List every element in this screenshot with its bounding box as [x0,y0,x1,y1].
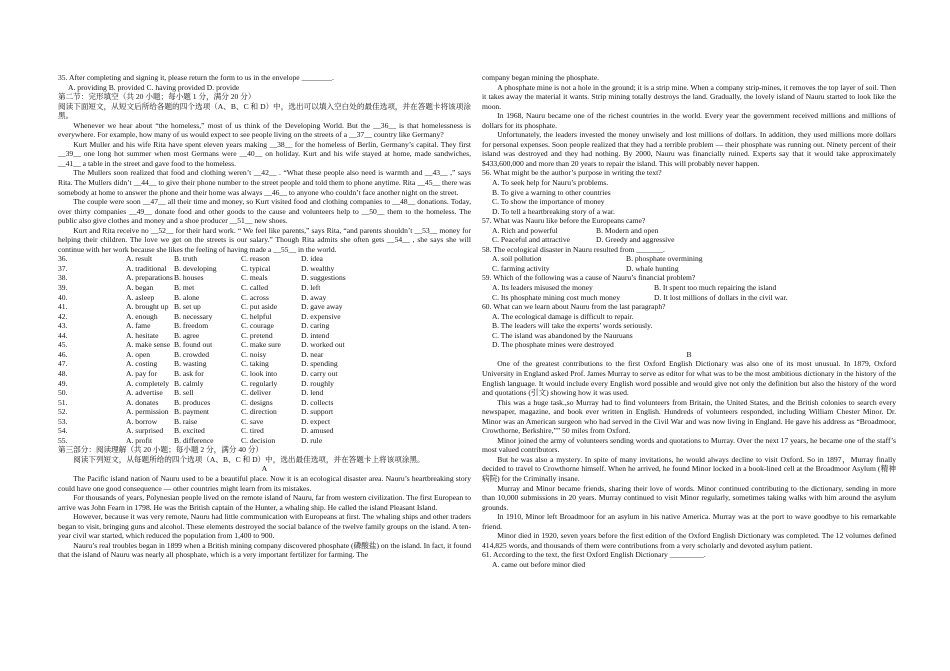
answer-option: B. wasting [174,359,207,369]
answer-option: C. noisy [241,349,267,359]
question-number: 39. [58,283,68,293]
passage-a-continued: company began mining the phosphate. [482,73,600,82]
section-2-instructions: 阅读下面短文，从短文后所给各题的四个选项（A、B、C 和 D）中，选出可以填入空白处的最佳选项，并在答题卡将该项涂黑。 [58,101,471,121]
question-number: 45. [58,340,68,350]
answer-option: C. helpful [241,311,272,321]
answer-option: C. designs [241,397,273,407]
section-2-title: 第二节：完形填空（共 20 小题；每小题 1 分，满分 20 分） [58,92,256,102]
cloze-option-row [58,398,471,408]
cloze-option-row [58,417,471,427]
answer-option: B. difference [174,435,214,445]
answer-option: D. suggestions [301,273,346,283]
answer-option: C. deliver [241,388,271,398]
question-58-option: C. farming activity [492,263,550,273]
cloze-option-row [58,426,471,436]
passage-a-paragraph: Unfortunately, the leaders invested the money unwisely and lost millions of dollars. In addition, they used millions more dollars for personal expenses. Soon people realized that they had a terrible problem — their phosphate was running out. Ninety percent of their island was destroyed and they had nothing. By 2000, Nauru was financially ruined. Experts say that it would take approximately $433,600,000 and more than 20 years to repair the island. This will probably never happen. [482,130,896,168]
answer-option: A. profit [126,435,153,445]
cloze-option-row [58,407,471,417]
cloze-option-row [58,350,471,360]
answer-option: A. result [126,254,153,264]
question-number: 40. [58,292,68,302]
answer-option: C. put aside [241,302,278,312]
answer-option: B. necessary [174,311,213,321]
left-column [58,73,471,560]
answer-option: C. direction [241,407,277,417]
answer-option: A. advertise [126,388,163,398]
passage-a-paragraph: However, because it was very remote, Nauru had little communication with Europeans at first. The whaling ships and other traders began to visit, bringing guns and alcohol. These elements destroyed the social balance of the twelve family groups on the island. A ten-year civil war started, which reduced the population from 1,400 to 900. [58,512,471,541]
passage-b-paragraph: This was a huge task.,so Murray had to find volunteers from Britain, the United States, and the British colonies to search every newspaper, magazine, and book ever written in English. Hundreds of volunteers responded, including William Chester Minor. Dr. Minor was an American surgeon who had served in the Civil War and was now living in England. He gave his address as “Broadmoor, Crowthorne, Berkshire,”” 50 miles from Oxford. [482,397,896,436]
answer-option: C. regularly [241,378,278,388]
question-61-option: A. came out before minor died [492,559,586,569]
answer-option: B. crowded [174,349,210,359]
cloze-paragraph: Kurt Muller and his wife Rita have spent eleven years making __38__ for the homeless of Berlin, Germany’s capital. They first __39__ one long hot summer when most Germans were __40__ on holiday. Kurt and his wife stayed at home, made sandwiches, __41__ a table in the street and gave food to the homeless. [58,139,471,168]
answer-option: C. save [241,416,264,426]
question-35-options: A. providing B. provided C. having provided D. provide [68,82,240,92]
answer-option: B. excited [174,426,205,436]
right-column [482,73,896,569]
cloze-paragraph: Whenever we hear about “the homeless,” most of us think of the Developing World. But the __36__ is that homelessness is everywhere. For example, how many of us would expect to see people living on the streets of a __37__ country like Germany? [58,120,471,140]
answer-option: D. worked out [301,340,345,350]
answer-option: D. gave away [301,302,343,312]
cloze-paragraph: The Mullers soon realized that food and clothing weren’t __42__ . “What these people also need is warmth and __43__ ,” says Rita. The Mullers didn’t __44__ to give their phone number to the street people and told them to phone anytime. Rita __45__ there was somebody at home to answer the phone and their home was always __46__ to anyone who couldn’t face another night on the street. [58,168,471,197]
answer-option: C. make sure [241,340,281,350]
question-56-option: C. To show the importance of money [492,197,605,207]
passage-a-paragraph: For thousands of years, Polynesian people lived on the remote island of Nauru, far from western civilization. The first European to arrive was John Fearn in 1798. He was the British captain of the Hunter, a whaling ship. He called the island Pleasant Island. [58,493,471,512]
cloze-paragraph: The couple were soon __47__ all their time and money, so Kurt visited food and clothing companies to __48__ donations. Today, over thirty companies __49__ donate food and other goods to the cause and volunteers help to __50__ them to the homeless. The public also give clothes and money and a shoe producer __51__ new shoes. [58,197,471,226]
question-number: 50. [58,388,68,398]
question-number: 48. [58,368,68,378]
passage-b-paragraph: In 1910, Minor left Broadmoor for an asylum in his native America. Murray was at the port to wave goodbye to his remarkable friend. [482,512,896,531]
answer-option: D. wealthy [301,263,335,273]
answer-option: D. carry out [301,368,338,378]
cloze-option-row [58,302,471,312]
answer-option: C. taking [241,359,269,369]
answer-option: A. began [126,283,154,293]
passage-a-label: A [261,464,268,474]
question-56-option: A. To seek help for Nauru’s problems. [492,178,609,188]
question-number: 37. [58,263,68,273]
answer-option: A. open [126,349,151,359]
cloze-option-row [58,436,471,446]
answer-option: D. support [301,407,334,417]
answer-option: B. truth [174,254,198,264]
question-56: 56. What might be the author’s purpose in writing the text? [482,168,662,178]
question-58-option: A. soil pollution [492,254,542,264]
question-59-option: A. Its leaders misused the money [492,283,593,293]
answer-option: D. away [301,292,327,302]
passage-b-paragraph: Minor died in 1920, seven years before the first edition of the Oxford English Dictionary was completed. The 12 volumes defined 414,825 words, and thousands of them were contributions from a very scholarly and devoted asylum patient. [482,531,896,550]
question-number: 46. [58,349,68,359]
question-59-option: D. It lost millions of dollars in the civil war. [654,292,788,302]
section-3-instructions: 阅读下列短文，从每题所给的四个选项（A、B、C 和 D）中，选出最佳选项，并在答题卡上将该项涂黑。 [73,454,425,464]
cloze-options-table [58,254,471,445]
answer-option: A. enough [126,311,158,321]
passage-a-paragraph: The Pacific island nation of Nauru used to be a beautiful place. Now it is an ecological disaster area. Nauru’s heartbreaking story could have one good consequence — other countries might learn from its mistakes. [58,473,471,493]
cloze-option-row [58,254,471,264]
answer-option: A. traditional [126,263,167,273]
question-number: 43. [58,321,68,331]
question-57: 57. What was Nauru like before the Europeans came? [482,216,646,226]
cloze-option-row [58,312,471,322]
answer-option: B. payment [174,407,210,417]
question-58-option: D. whale hunting [626,263,679,273]
answer-option: D. amused [301,426,334,436]
passage-b-label: B [686,349,692,359]
answer-option: A. permission [126,407,169,417]
cloze-option-row [58,359,471,369]
cloze-paragraph: Kurt and Rita receive no __52__ for their hard work. “ We feel like parents,” says Rita, “and parents shouldn’t __53__ money for helping their children. The love we get on the streets is our salary.” Though Rita admits she often gets __54__ , she says she will continue with her work because she likes the feeling of having made a __55__ in the world. [58,225,471,254]
question-number: 47. [58,359,68,369]
answer-option: A. borrow [126,416,158,426]
question-59-option: C. Its phosphate mining cost much money [492,292,621,302]
answer-option: D. expensive [301,311,341,321]
answer-option: C. decision [241,435,276,445]
cloze-option-row [58,264,471,274]
answer-option: A. hesitate [126,330,159,340]
question-59-option: B. It spent too much repairing the island [654,283,777,293]
answer-option: C. meals [241,273,268,283]
answer-option: B. met [174,283,195,293]
question-57-option: A. Rich and powerful [492,225,558,235]
answer-option: D. spending [301,359,338,369]
answer-option: A. costing [126,359,158,369]
answer-option: D. expect [301,416,331,426]
answer-option: B. ask for [174,368,204,378]
cloze-option-row [58,273,471,283]
answer-option: C. across [241,292,269,302]
answer-option: D. idea [301,254,323,264]
question-number: 51. [58,397,68,407]
passage-a-paragraph: In 1968, Nauru became one of the richest countries in the world. Every year the government received millions and millions of dollars for its phosphate. [482,111,896,130]
answer-option: B. produces [174,397,211,407]
question-60-option: B. The leaders will take the experts’ words seriously. [492,321,653,331]
answer-option: C. look into [241,368,278,378]
cloze-option-row [58,388,471,398]
answer-option: A. make sense [126,340,171,350]
question-number: 42. [58,311,68,321]
answer-option: D. left [301,283,321,293]
answer-option: B. developing [174,263,217,273]
cloze-option-row [58,379,471,389]
answer-option: C. tired [241,426,264,436]
question-59: 59. Which of the following was a cause of Nauru’s financial problem? [482,273,696,283]
passage-b-paragraph: Minor joined the army of volunteers sending words and quotations to Murray. Over the next 17 years, he became one of the staff’s most valued contributors. [482,435,896,455]
question-number: 36. [58,254,68,264]
passage-a-paragraph: A phosphate mine is not a hole in the ground; it is a strip mine. When a company strip-mines, it removes the top layer of soil. Then it takes away the material it wants. Strip mining totally destroys the land. Gradually, the lovely island of Nauru started to look like the moon. [482,82,896,111]
cloze-option-row [58,321,471,331]
cloze-option-row [58,283,471,293]
cloze-option-row [58,340,471,350]
cloze-passage [58,121,471,255]
question-number: 44. [58,330,68,340]
answer-option: C. called [241,283,268,293]
question-number: 41. [58,302,68,312]
answer-option: C. typical [241,263,271,273]
answer-option: B. found out [174,340,213,350]
cloze-option-row [58,369,471,379]
cloze-option-row [58,293,471,303]
question-56-option: D. To tell a heartbreaking story of a war. [492,206,615,216]
question-57-option: D. Greedy and aggressive [596,235,675,245]
answer-option: D. lend [301,388,324,398]
question-60-option: A. The ecological damage is difficult to repair. [492,311,634,321]
question-59-options [482,283,896,302]
question-number: 54. [58,426,68,436]
answer-option: D. intend [301,330,330,340]
answer-option: C. courage [241,321,274,331]
question-number: 38. [58,273,68,283]
question-57-options [482,226,896,245]
question-58: 58. The ecological disaster in Nauru resulted from _______. [482,244,665,254]
answer-option: A. pay for [126,368,157,378]
answer-option: B. freedom [174,321,209,331]
passage-b-paragraph: Murray and Minor became friends, sharing their love of words. Minor continued contributing to the dictionary, sending in more than 10,000 submissions in 20 years. Murray continued to visit Minor regularly, sometimes taking walks with him around the asylum grounds. [482,483,896,512]
answer-option: B. agree [174,330,200,340]
answer-option: A. donates [126,397,159,407]
answer-option: B. raise [174,416,198,426]
answer-option: D. rule [301,435,323,445]
answer-option: C. reason [241,254,270,264]
question-number: 52. [58,407,68,417]
answer-option: A. asleep [126,292,155,302]
answer-option: A. completely [126,378,170,388]
question-number: 49. [58,378,68,388]
passage-b-paragraph: But he was also a mystery. In spite of many invitations, he would always decline to visit Oxford. So in 1897，Murray finally decided to travel to Crowthorne himself. When he arrived, he found Minor locked in a book-lined cell at the Broadmoor Asylum (精神病院) for the Criminally insane. [482,454,896,483]
passage-a-paragraph: Nauru’s real troubles began in 1899 when a British mining company discovered phosphate (磷酸盐) on the island. In fact, it found that the island of Nauru was nearly all phosphate, which is a very important fertilizer for farming. The [58,540,471,560]
question-60-option: C. The island was abandoned by the Nauruans [492,330,633,340]
question-35: 35. After completing and signing it, please return the form to us in the envelope ________. [58,73,334,82]
answer-option: B. alone [174,292,200,302]
question-56-option: B. To give a warning to other countries [492,187,611,197]
answer-option: D. near [301,349,324,359]
answer-option: C. pretend [241,330,273,340]
question-58-option: B. phosphate overmining [626,254,703,264]
passage-b-paragraph: One of the greatest contributions to the first Oxford English Dictionary was also one of its most unusual. In 1879, Oxford University in England asked Prof. James Murray to serve as editor for what was to be the most ambitious dictionary in the history of the English language. It would include every English word possible and would give not only the definition but also the history of the word and quotations (引文) showing how it was used. [482,359,896,398]
question-number: 55. [58,435,68,445]
answer-option: A. preparations [126,273,173,283]
question-58-options [482,254,896,273]
question-61: 61. According to the text, the first Oxford English Dictionary _________. [482,550,706,560]
answer-option: B. houses [174,273,204,283]
answer-option: A. surprised [126,426,164,436]
answer-option: A. fame [126,321,151,331]
answer-option: A. brought up [126,302,169,312]
question-60-option: D. The phosphate mines were destroyed [492,340,614,350]
answer-option: D. roughly [301,378,334,388]
answer-option: B. calmly [174,378,204,388]
question-60: 60. What can we learn about Nauru from the last paragraph? [482,302,666,312]
answer-option: D. caring [301,321,330,331]
cloze-option-row [58,331,471,341]
question-number: 53. [58,416,68,426]
answer-option: B. set up [174,302,201,312]
question-57-option: C. Peaceful and attractive [492,235,571,245]
question-57-option: B. Modern and open [596,225,659,235]
answer-option: B. sell [174,388,194,398]
section-3-title: 第三部分：阅读理解（共 20 小题；每小题 2 分，满分 40 分） [58,445,264,455]
answer-option: D. collects [301,397,334,407]
